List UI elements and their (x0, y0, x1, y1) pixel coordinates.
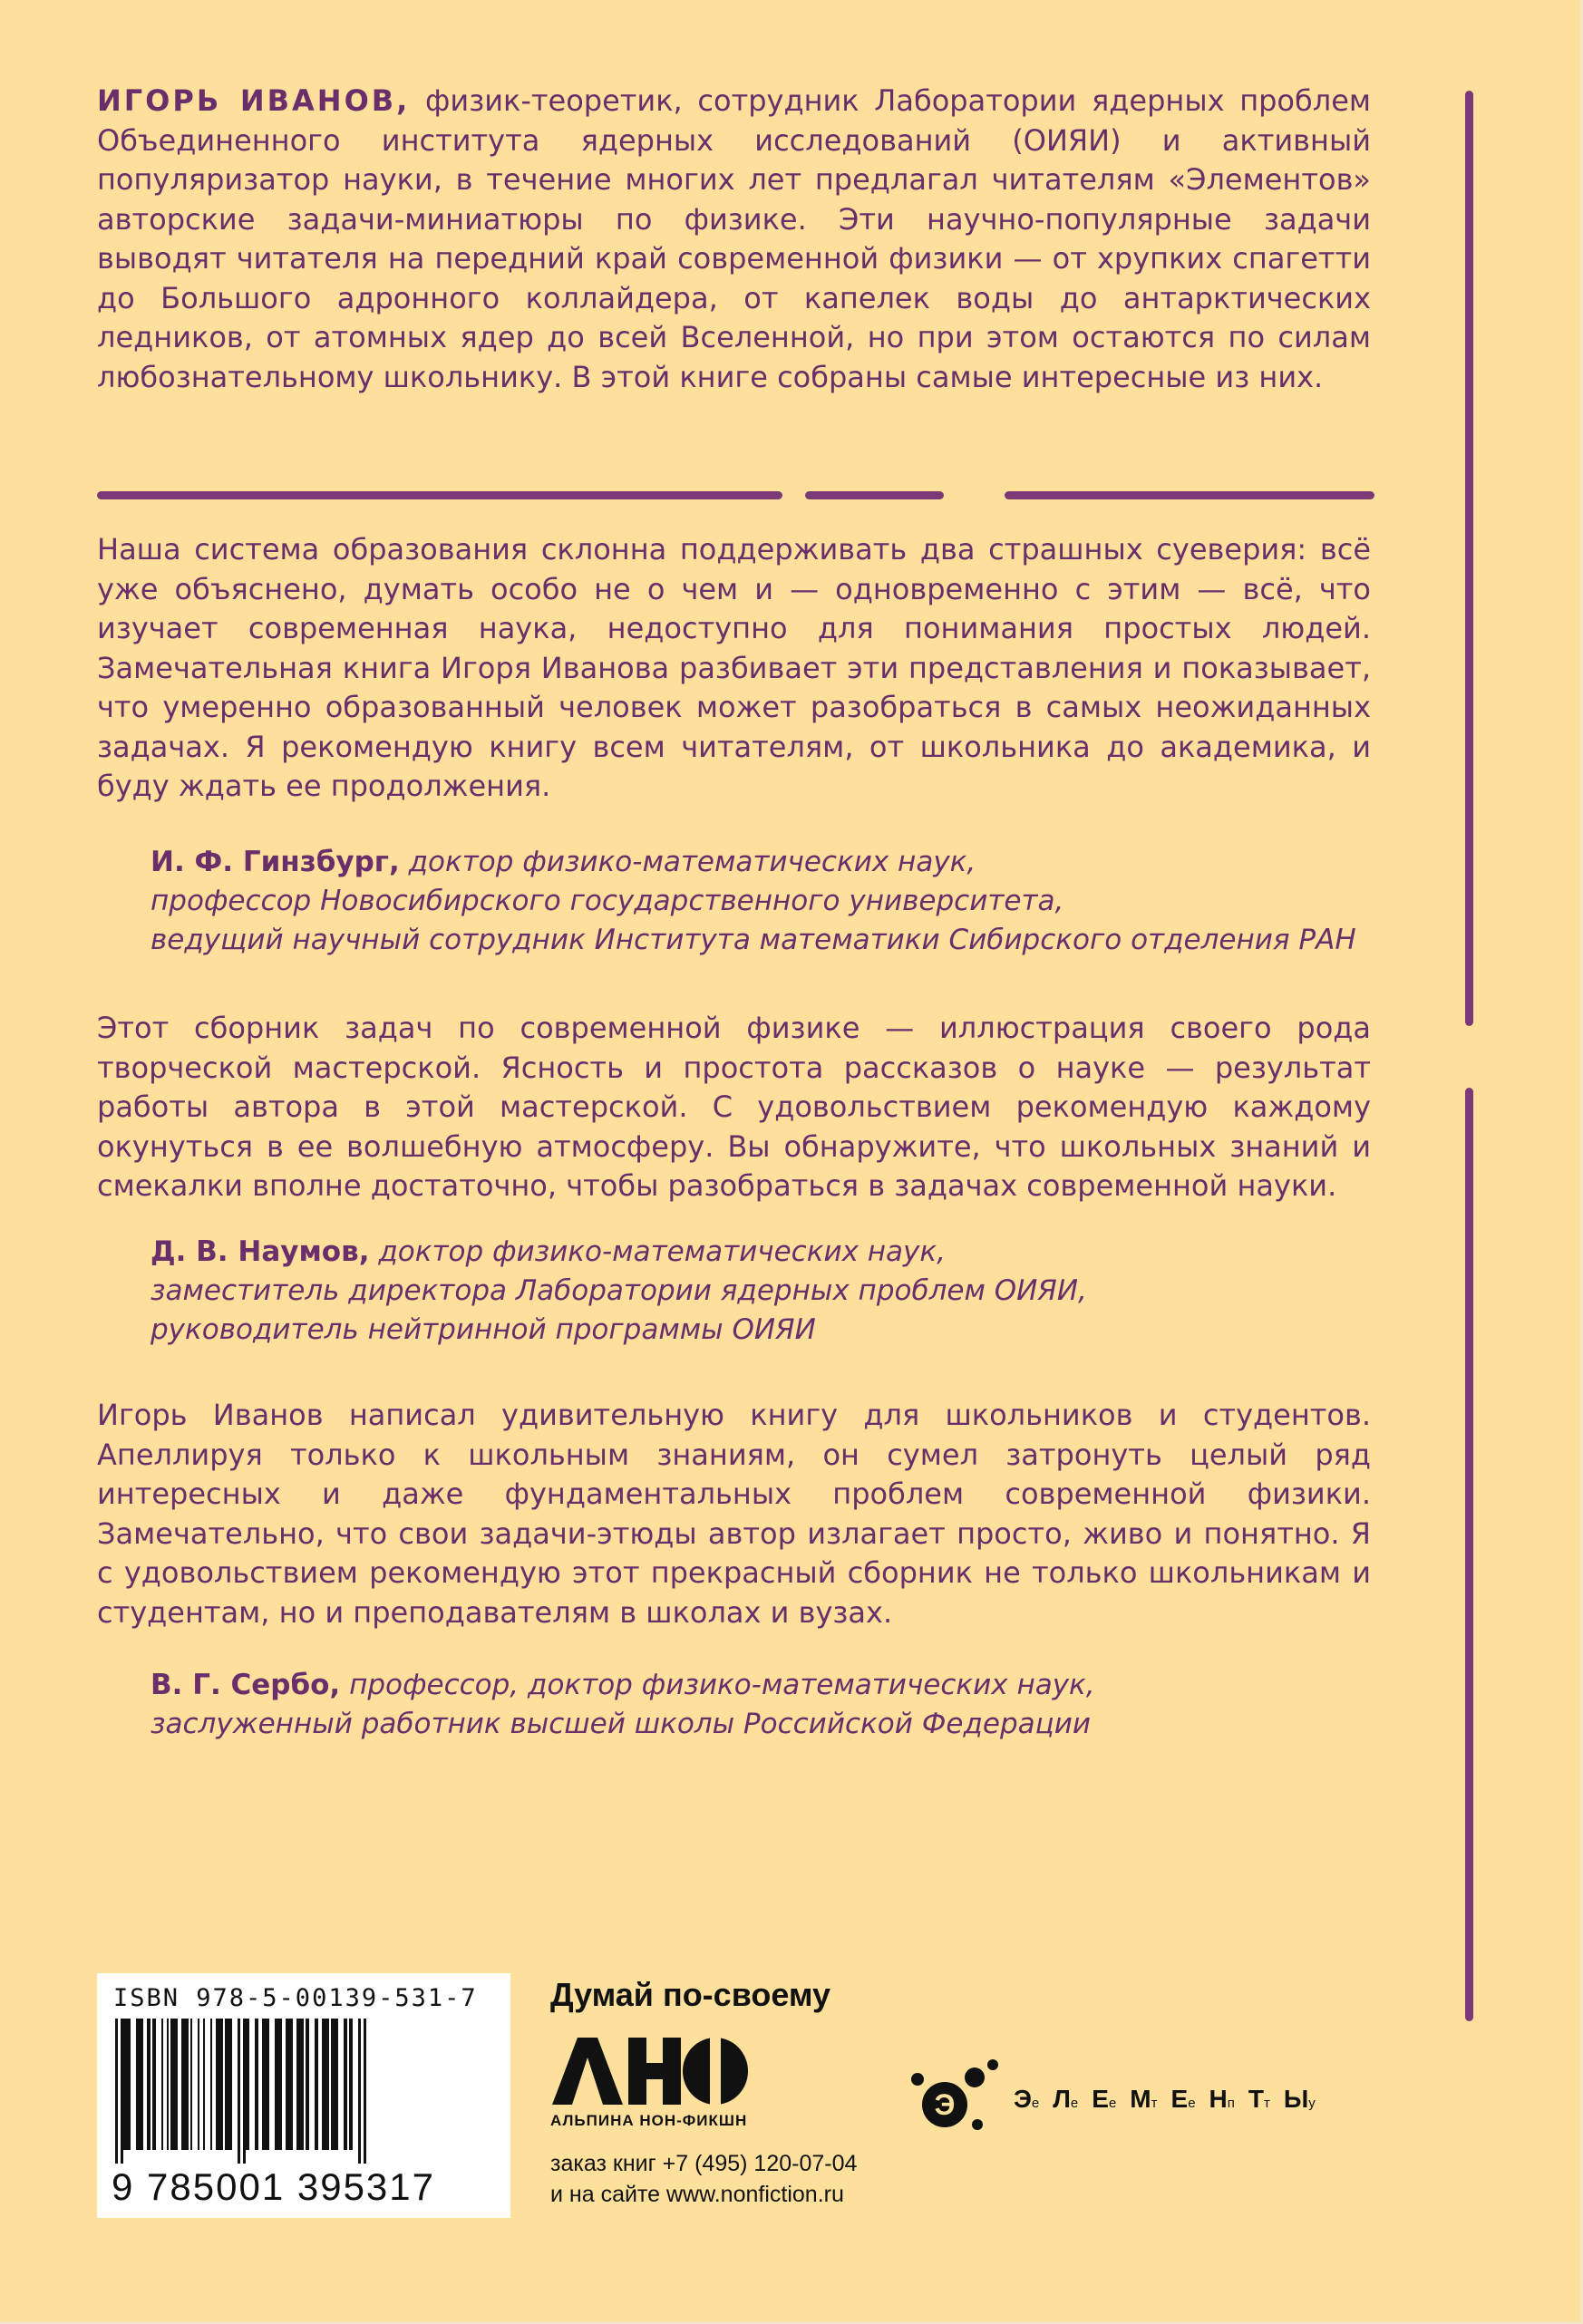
barcode-bar (322, 2019, 329, 2150)
barcode-bar (296, 2019, 304, 2150)
reviewer-name: Д. В. Наумов, (151, 1235, 370, 1268)
barcode-bar (203, 2019, 205, 2150)
elementy-logo-letter: Э (934, 2088, 956, 2121)
author-bio-text: физик-теоретик, сотрудник Лаборатории ядерных проблем Объединенного института ядерных исследований (ОИЯИ) и активный популяризатор науки, в течение многих лет предлагал читателям «Элементов» авторские задачи-миниатюры по физике. Эти научно-популярные задачи выводят читателя на передний край современной физики — от хрупких спагетти до Большого адронного коллайдера, от капелек воды до антарктических ледников, от атомных ядер до всей Вселенной, но при этом остаются по силам любознательному школьнику. В этой книге собраны самые интересные из них. (97, 83, 1372, 394)
review-text-2: Этот сборник задач по современной физике — иллюстрация своего рода творческой мастерской. Ясность и простота рассказов о науке — результат работы автора в этой мастерской. С удовольствием рекомендую каждому окунуться в ее волшебную атмосферу. Вы обнаружите, что школьных знаний и смекалки вполне достаточно, чтобы разобраться в задачах современной науки. (97, 1011, 1371, 1203)
elementy-letter-small: т (1151, 2096, 1158, 2111)
author-bio (97, 82, 1371, 397)
barcode-guard-bar (358, 2019, 361, 2164)
elementy-atom-icon (907, 2058, 1006, 2139)
barcode-bar (210, 2019, 212, 2150)
barcode-bar (216, 2019, 223, 2150)
barcode-bar (286, 2019, 293, 2150)
reviewer-title-line: заместитель директора Лаборатории ядерных проблем ОИЯИ, (151, 1274, 1087, 1307)
reviewer-name: В. Г. Сербо, (151, 1669, 341, 1701)
elementy-letter: Н (1209, 2085, 1228, 2113)
elementy-letter-small: п (1227, 2096, 1235, 2111)
barcode-bar (306, 2019, 309, 2150)
elementy-letter-small: т (1264, 2096, 1270, 2111)
barcode-bar (262, 2019, 269, 2150)
barcode-bar (181, 2019, 189, 2150)
barcode-bar (190, 2019, 192, 2150)
barcode-bar (147, 2019, 151, 2150)
reviewer-name: И. Ф. Гинзбург, (151, 846, 400, 878)
reviewer-title-line: заслуженный работник высшей школы Российской Федерации (151, 1708, 1092, 1740)
elementy-letter: Т (1248, 2085, 1264, 2113)
barcode-bar (246, 2019, 249, 2150)
barcode-bar (152, 2019, 156, 2150)
elementy-letter-small: у (1308, 2096, 1316, 2111)
elementy-wordmark (1014, 2085, 1329, 2114)
divider-segment-3 (1005, 491, 1374, 499)
vertical-accent-bar-top (1465, 91, 1473, 1026)
barcode-bar (349, 2019, 353, 2150)
elementy-letter: Э (1014, 2085, 1032, 2113)
barcode-guard-bar (243, 2019, 246, 2164)
barcode-bar (167, 2019, 169, 2150)
isbn-number: ISBN 978-5-00139-531-7 (113, 1984, 478, 2012)
reviewer-title-line: руководитель нейтринной программы ОИЯИ (151, 1313, 816, 1346)
barcode-guard-bar (238, 2019, 240, 2164)
vertical-accent-bar-bottom (1465, 1088, 1473, 2021)
barcode-bars (112, 2019, 498, 2164)
barcode-digits: 9 785001 395317 (112, 2165, 435, 2208)
barcode-bar (161, 2019, 163, 2150)
divider-segment-1 (97, 491, 782, 499)
publisher-block (550, 1976, 895, 2210)
elementy-letter-small: е (1188, 2096, 1196, 2111)
barcode-guard-bar (115, 2019, 118, 2164)
elementy-letter: Е (1092, 2085, 1109, 2113)
elementy-letter: М (1130, 2085, 1151, 2113)
barcode-bar (198, 2019, 199, 2150)
barcode-bar (123, 2019, 131, 2150)
barcode-bar (315, 2019, 318, 2150)
reviewer-title-line: доктор физико-математических наук, (408, 846, 976, 878)
elementy-letter: Ы (1283, 2085, 1309, 2113)
elementy-letter-small: е (1070, 2096, 1079, 2111)
reviewer-title-line: ведущий научный сотрудник Института математики Сибирского отделения РАН (151, 924, 1356, 956)
barcode-bar (255, 2019, 258, 2150)
review-signature-2 (151, 1233, 1402, 1350)
publisher-name: АЛЬПИНА НОН-ФИКШН (550, 2112, 748, 2129)
author-name: ИГОРЬ ИВАНОВ, (97, 83, 411, 118)
barcode-box (97, 1973, 510, 2218)
barcode-bar (331, 2019, 338, 2150)
publisher-contact (550, 2148, 895, 2210)
review-signature-1 (151, 843, 1402, 960)
barcode-bar (136, 2019, 143, 2150)
divider-segment-2 (805, 491, 944, 499)
elementy-letter: Е (1170, 2085, 1189, 2113)
barcode-bar (170, 2019, 178, 2150)
publisher-website: и на сайте www.nonfiction.ru (550, 2182, 844, 2207)
order-phone: заказ книг +7 (495) 120-07-04 (550, 2151, 858, 2176)
barcode-guard-bar (364, 2019, 366, 2164)
barcode-bar (344, 2019, 347, 2150)
anf-logo-icon (550, 2034, 750, 2106)
publisher-slogan: Думай по-своему (550, 1976, 831, 2013)
barcode-guard-bar (121, 2019, 123, 2164)
reviewer-title-line: доктор физико-математических наук, (378, 1235, 946, 1268)
elementy-logo (907, 2058, 1378, 2139)
reviewer-title-line: профессор, доктор физико-математических наук, (349, 1669, 1095, 1701)
review-signature-3 (151, 1666, 1402, 1744)
elementy-letter-small: е (1031, 2096, 1040, 2111)
barcode-bar (225, 2019, 232, 2150)
review-text-1: Наша система образования склонна поддерживать два страшных суеверия: всё уже объяснено, думать особо не о чем и — одновременно с этим — всё, что изучает современная наука, недоступно для понимания простых людей. Замечательная книга Игоря Иванова разбивает эти представления и показывает, что умеренно образованный человек может разобраться в самых неожиданных задачах. Я рекомендую книгу всем читателям, от школьника до академика, и буду ждать ее продолжения. (97, 532, 1371, 803)
barcode-bar (275, 2019, 282, 2150)
elementy-letter: Л (1053, 2085, 1071, 2113)
elementy-letter-small: е (1108, 2096, 1117, 2111)
reviewer-title-line: профессор Новосибирского государственного университета, (151, 885, 1064, 917)
review-text-3: Игорь Иванов написал удивительную книгу для школьников и студентов. Апеллируя только к школьным знаниям, он сумел затронуть целый ряд интересных и даже фундаментальных проблем современной физики. Замечательно, что свои задачи-этюды автор излагает просто, живо и понятно. Я с удовольствием рекомендую этот прекрасный сборник не только школьникам и студентам, но и преподавателям в школах и вузах. (97, 1398, 1371, 1630)
